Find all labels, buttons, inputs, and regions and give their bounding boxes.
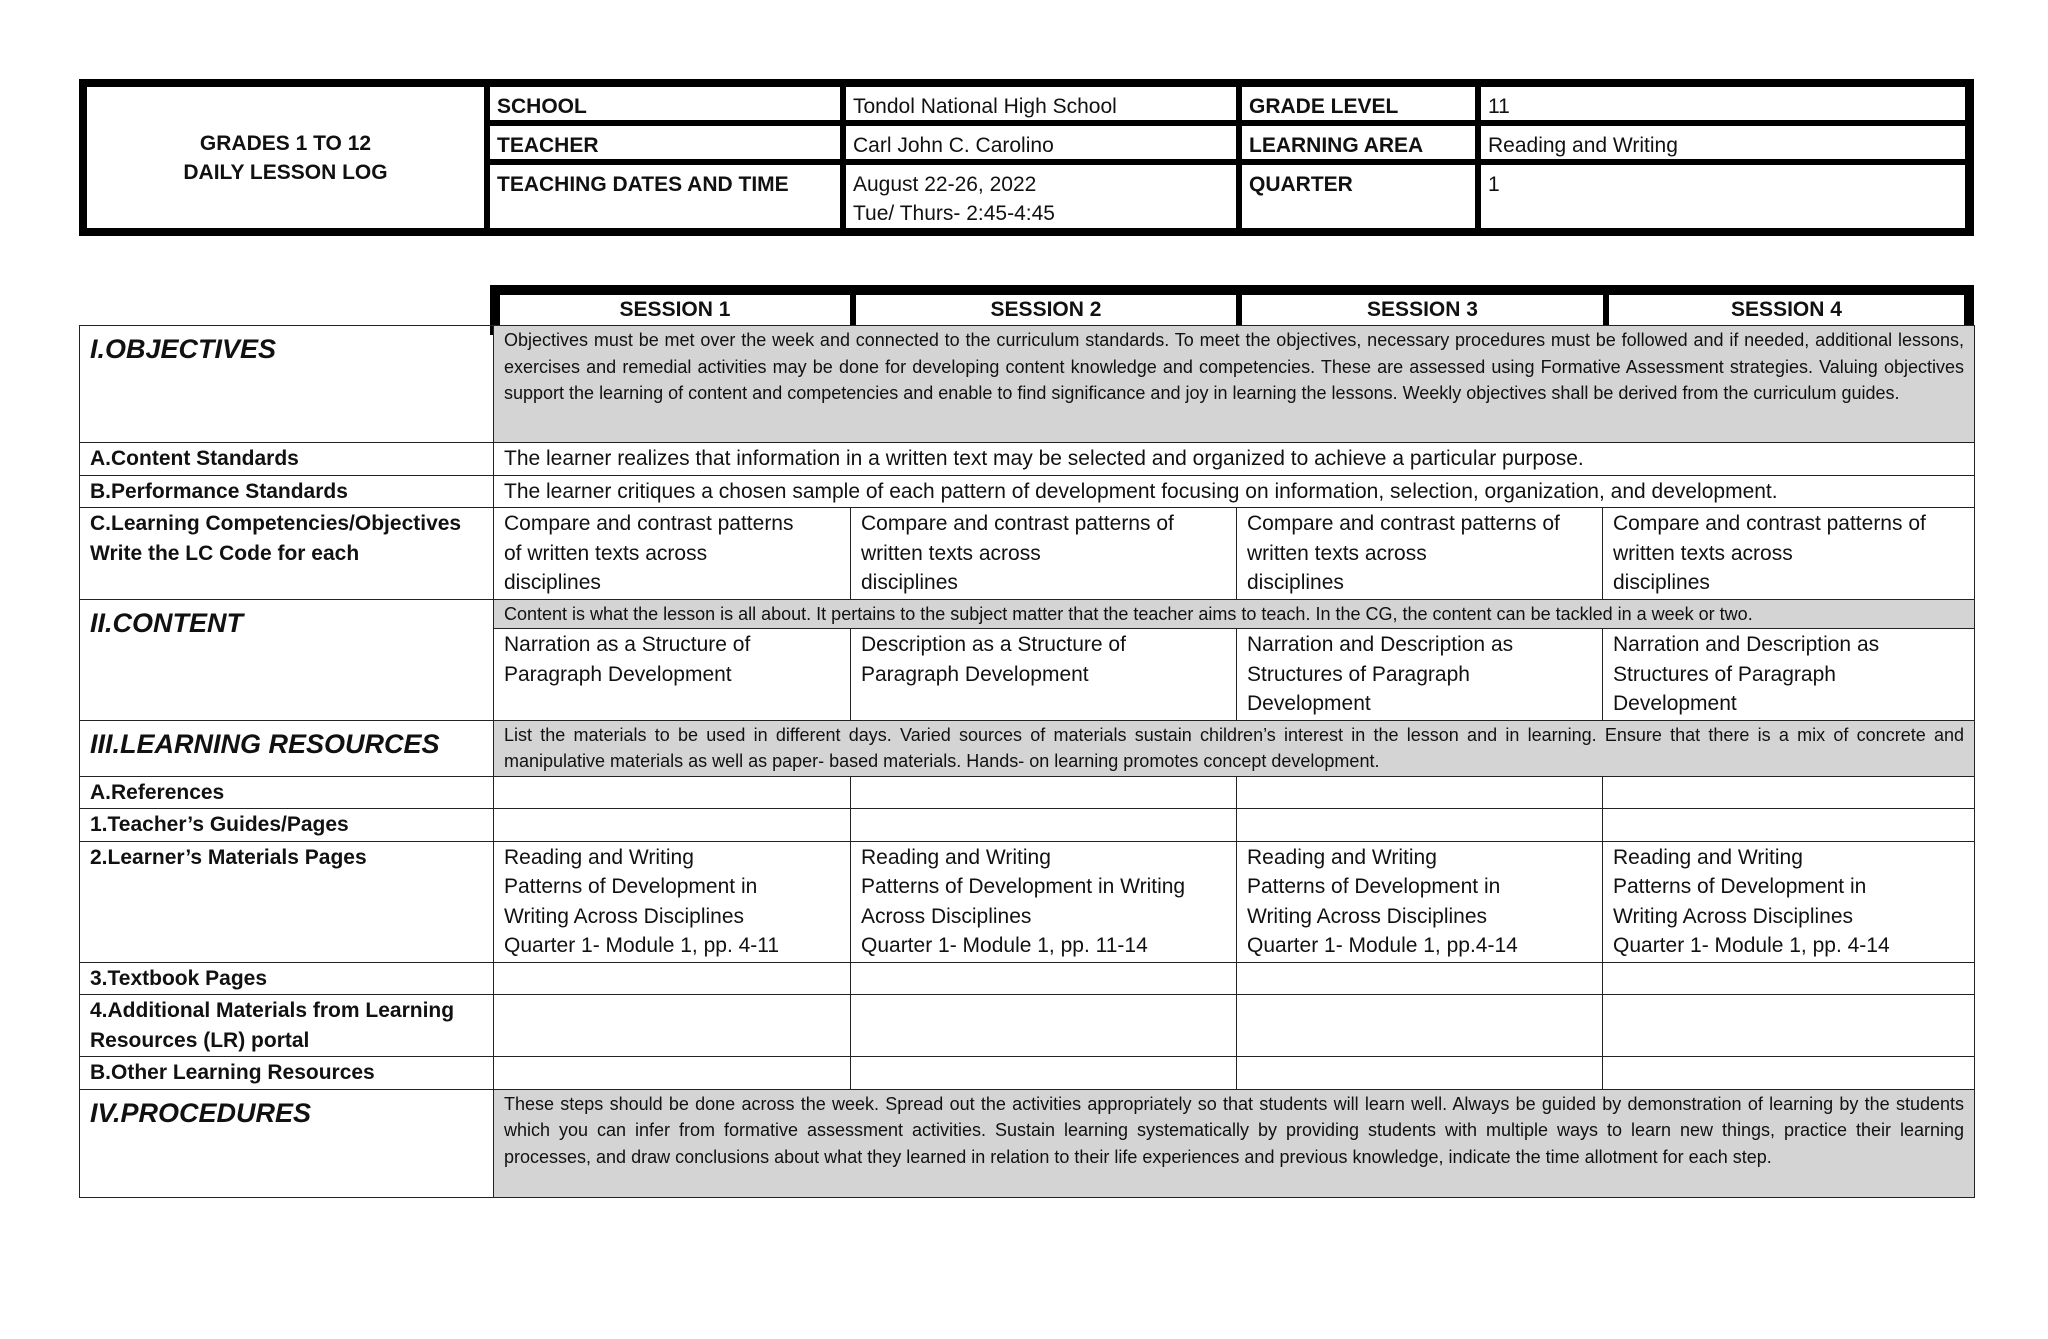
text-line: Description as a Structure of — [861, 633, 1126, 656]
text-line: Writing Across Disciplines — [1247, 904, 1488, 928]
teachers-guides-label: 1.Teacher’s Guides/Pages — [80, 809, 494, 842]
school-label: SCHOOL — [490, 87, 840, 120]
empty-cell — [851, 962, 1237, 995]
text-line: of written texts across — [504, 541, 708, 565]
text-line: Patterns of Development in — [1613, 875, 1867, 898]
grade-level-value: 11 — [1481, 87, 1965, 120]
empty-cell — [1237, 809, 1603, 842]
school-value: Tondol National High School — [846, 87, 1236, 120]
content-session-2 — [851, 629, 1237, 721]
empty-cell — [851, 809, 1237, 842]
empty-cell — [1237, 995, 1603, 1057]
teacher-value: Carl John C. Carolino — [846, 126, 1236, 159]
textbook-pages-label: 3.Textbook Pages — [80, 962, 494, 995]
empty-cell — [494, 1057, 851, 1090]
resources-heading: III.LEARNING RESOURCES — [80, 720, 494, 776]
text-line: Writing Across Disciplines — [1613, 904, 1854, 928]
text-line: written texts across — [1247, 541, 1427, 565]
empty-cell — [494, 809, 851, 842]
learners-materials-session-1 — [494, 841, 851, 962]
grade-level-label: GRADE LEVEL — [1242, 87, 1475, 120]
empty-cell — [1603, 1057, 1975, 1090]
text-line: disciplines — [861, 571, 958, 594]
quarter-label: QUARTER — [1242, 165, 1475, 228]
content-heading: II.CONTENT — [80, 599, 494, 720]
teaching-dates-line1: August 22-26, 2022 — [853, 173, 1037, 196]
competencies-label-line2: Write the LC Code for each — [90, 541, 360, 565]
competencies-label — [80, 508, 494, 600]
competency-session-1 — [494, 508, 851, 600]
session-3-header: SESSION 3 — [1242, 295, 1603, 325]
text-line: Compare and contrast patterns — [504, 512, 794, 535]
log-title-line1: GRADES 1 TO 12 — [199, 131, 372, 155]
text-line: disciplines — [1247, 571, 1344, 594]
text-line: Quarter 1- Module 1, pp. 4-14 — [1613, 934, 1890, 957]
references-label: A.References — [80, 776, 494, 809]
lesson-table-body — [79, 325, 1974, 1175]
text-line: Quarter 1- Module 1, pp. 4-11 — [504, 934, 780, 957]
teaching-dates-value — [846, 165, 1236, 228]
learners-materials-label: 2.Learner’s Materials Pages — [80, 841, 494, 962]
text-line: disciplines — [1613, 571, 1710, 594]
empty-cell — [1603, 962, 1975, 995]
competency-session-2 — [851, 508, 1237, 600]
log-title — [87, 87, 484, 228]
learning-area-value: Reading and Writing — [1481, 126, 1965, 159]
content-session-3 — [1237, 629, 1603, 721]
quarter-value: 1 — [1481, 165, 1965, 228]
text-line: written texts across — [861, 541, 1041, 565]
content-note: Content is what the lesson is all about. It pertains to the subject matter that the teacher aims to teach. In the CG, the content can be tackled in a week or two. — [494, 599, 1975, 629]
text-line: Narration and Description as — [1613, 633, 1880, 656]
text-line: Patterns of Development in — [1247, 875, 1501, 898]
text-line: Reading and Writing — [504, 845, 694, 869]
procedures-note: These steps should be done across the week. Spread out the activities appropriately so that students will learn well. Always be guided by demonstration of learning by the students which you can infer from formative assessment activities. Sustain learning systematically by providing students with multiple ways to learn new things, practice their learning processes, and draw conclusions about what they learned in relation to their life experiences and previous knowledge, indicate the time allotment for each step. — [494, 1089, 1975, 1197]
content-session-4 — [1603, 629, 1975, 721]
text-line: Reading and Writing — [1247, 845, 1437, 869]
text-line: Development — [1613, 692, 1737, 715]
empty-cell — [851, 776, 1237, 809]
competency-session-3 — [1237, 508, 1603, 600]
procedures-heading: IV.PROCEDURES — [80, 1089, 494, 1197]
text-line: Development — [1247, 692, 1371, 715]
text-line: Paragraph Development — [504, 662, 732, 686]
text-line: Paragraph Development — [861, 662, 1089, 686]
objectives-note: Objectives must be met over the week and connected to the curriculum standards. To meet the objectives, necessary procedures must be followed and if needed, additional lessons, exercises and remedial activities may be done for developing content knowledge and competencies. These are assessed using Formative Assessment strategies. Valuing objectives support the learning of content and competencies and enable to find significance and joy in learning the lessons. Weekly objectives shall be derived from the curriculum guides. — [494, 326, 1975, 443]
content-session-1 — [494, 629, 851, 721]
text-line: Patterns of Development in Writing — [861, 875, 1186, 898]
lesson-log-header — [79, 79, 1974, 236]
text-line: Compare and contrast patterns of — [1613, 512, 1926, 535]
resources-note: List the materials to be used in different days. Varied sources of materials sustain children’s interest in the lesson and in learning. Ensure that there is a mix of concrete and manipulative materials as well as paper- based materials. Hands- on learning promotes concept development. — [494, 720, 1975, 776]
text-line: Quarter 1- Module 1, pp. 11-14 — [861, 934, 1148, 957]
text-line: Across Disciplines — [861, 904, 1032, 928]
empty-cell — [494, 962, 851, 995]
text-line: Structures of Paragraph — [1613, 662, 1836, 686]
teacher-label: TEACHER — [490, 126, 840, 159]
text-line: Writing Across Disciplines — [504, 904, 745, 928]
empty-cell — [1237, 962, 1603, 995]
session-4-header: SESSION 4 — [1609, 295, 1964, 325]
teaching-dates-line2: Tue/ Thurs- 2:45-4:45 — [853, 202, 1055, 225]
session-1-header: SESSION 1 — [500, 295, 850, 325]
log-title-line2: DAILY LESSON LOG — [183, 160, 388, 184]
empty-cell — [1603, 995, 1975, 1057]
text-line: Compare and contrast patterns of — [861, 512, 1174, 535]
competencies-label-line1: C.Learning Competencies/Objectives — [90, 512, 462, 535]
text-line: written texts across — [1613, 541, 1793, 565]
empty-cell — [494, 776, 851, 809]
learners-materials-session-4 — [1603, 841, 1975, 962]
text-line: Quarter 1- Module 1, pp.4-14 — [1247, 934, 1518, 957]
text-line: Patterns of Development in — [504, 875, 758, 898]
competency-session-4 — [1603, 508, 1975, 600]
empty-cell — [1237, 776, 1603, 809]
empty-cell — [851, 995, 1237, 1057]
empty-cell — [1603, 776, 1975, 809]
text-line: Structures of Paragraph — [1247, 662, 1470, 686]
session-2-header: SESSION 2 — [856, 295, 1236, 325]
performance-standards-value: The learner critiques a chosen sample of each pattern of development focusing on information, selection, organization, and development. — [494, 475, 1975, 508]
text-line: Reading and Writing — [861, 845, 1051, 869]
learning-area-label: LEARNING AREA — [1242, 126, 1475, 159]
objectives-heading: I.OBJECTIVES — [80, 326, 494, 443]
text-line: 4.Additional Materials from Learning — [90, 999, 455, 1022]
text-line: Resources (LR) portal — [90, 1028, 310, 1052]
empty-cell — [851, 1057, 1237, 1090]
text-line: disciplines — [504, 571, 601, 594]
learners-materials-session-3 — [1237, 841, 1603, 962]
text-line: Narration and Description as — [1247, 633, 1514, 656]
empty-cell — [1237, 1057, 1603, 1090]
teaching-dates-label: TEACHING DATES AND TIME — [490, 165, 840, 228]
learners-materials-session-2 — [851, 841, 1237, 962]
empty-cell — [1603, 809, 1975, 842]
additional-materials-label — [80, 995, 494, 1057]
content-standards-label: A.Content Standards — [80, 443, 494, 476]
text-line: Reading and Writing — [1613, 845, 1803, 869]
empty-cell — [494, 995, 851, 1057]
content-standards-value: The learner realizes that information in a written text may be selected and organized to achieve a particular purpose. — [494, 443, 1975, 476]
text-line: Narration as a Structure of — [504, 633, 751, 656]
performance-standards-label: B.Performance Standards — [80, 475, 494, 508]
text-line: Compare and contrast patterns of — [1247, 512, 1560, 535]
other-resources-label: B.Other Learning Resources — [80, 1057, 494, 1090]
